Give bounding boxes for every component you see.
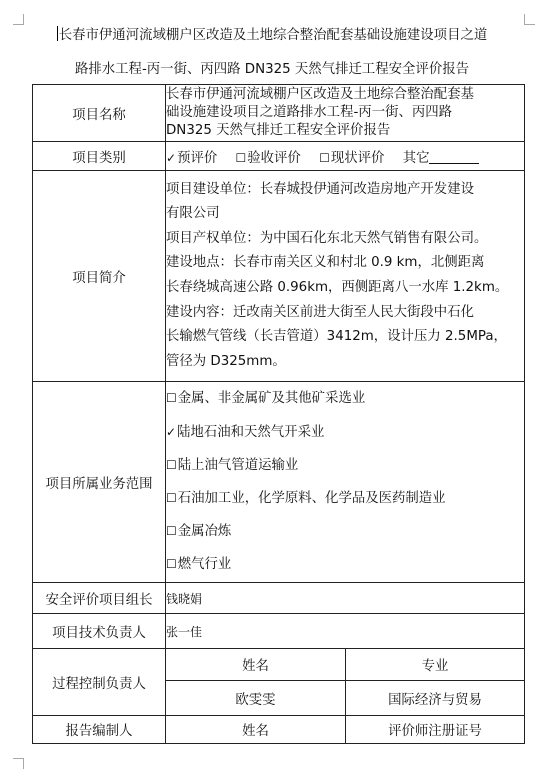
row-process-control-header bbox=[33, 649, 525, 681]
scope-option-petroleum-chemical[interactable]: ☐石油加工业，化学原料、化学品及医药制造业 bbox=[166, 491, 446, 506]
process-control-name-value[interactable]: 欧雯雯 bbox=[166, 681, 346, 716]
document-title-line-2: 路排水工程-丙一街、丙四路 DN325 天然气排迁工程安全评价报告 bbox=[75, 62, 469, 77]
report-compiler-name-header: 姓名 bbox=[166, 716, 346, 744]
checkbox-icon: ☐ bbox=[166, 391, 177, 406]
project-name-value[interactable]: 长春市伊通河流域棚户区改造及土地综合整治配套基 础设施建设项目之道路排水工程-丙一街、丙四路 DN325 天然气排迁工程安全评价报告 bbox=[166, 85, 525, 142]
checkbox-icon: ☐ bbox=[166, 491, 177, 505]
checkbox-icon: ☐ bbox=[235, 150, 247, 165]
scope-option-oil-gas-extraction[interactable]: ✓陆地石油和天然气开采业 bbox=[166, 424, 325, 440]
team-leader-label: 安全评价项目组长 bbox=[33, 583, 166, 614]
row-project-intro bbox=[33, 171, 525, 382]
process-control-label: 过程控制负责人 bbox=[33, 649, 166, 716]
row-business-scope bbox=[33, 382, 525, 583]
project-category-options bbox=[166, 142, 525, 171]
project-intro-value[interactable]: 项目建设单位：长春城投伊通河改造房地产开发建设 有限公司 项目产权单位：为中国石化东北天然气销售有限公司。 建设地点：长春市南关区义和村北 0.9 km，北侧距离 长春绕城高速公路 0.96km，西侧距离八一水库 1.2km。 建设内容：迁改南关区前进大街至人民大街段中石化 长输燃气管线（长吉管道）3412m，设计压力 2.5MPa， 管径为 D325mm。 bbox=[166, 171, 525, 382]
category-option-acceptance[interactable]: ☐验收评价 bbox=[235, 150, 301, 166]
category-option-current-status[interactable]: ☐现状评价 bbox=[319, 150, 385, 166]
row-technical-lead bbox=[33, 614, 525, 649]
text-cursor bbox=[57, 26, 58, 41]
row-report-compiler-header bbox=[33, 716, 525, 744]
business-scope-label: 项目所属业务范围 bbox=[33, 382, 166, 583]
checkbox-icon: ☐ bbox=[166, 457, 177, 472]
checkmark-icon: ✓ bbox=[166, 424, 177, 439]
checkmark-icon: ✓ bbox=[166, 150, 177, 165]
technical-lead-label: 项目技术负责人 bbox=[33, 614, 166, 649]
technical-lead-value[interactable]: 张一佳 bbox=[166, 614, 525, 649]
page-corner-mark bbox=[524, 14, 535, 25]
scope-option-gas-industry[interactable]: ☐燃气行业 bbox=[166, 557, 232, 573]
other-blank-line bbox=[429, 149, 479, 164]
category-option-other[interactable]: 其它 bbox=[403, 151, 480, 166]
evaluation-info-table bbox=[32, 84, 525, 744]
scope-option-metal-smelting[interactable]: ☐金属冶炼 bbox=[166, 524, 232, 540]
team-leader-value[interactable]: 钱晓娟 bbox=[166, 583, 525, 614]
process-control-name-header: 姓名 bbox=[166, 649, 346, 681]
process-control-major-value[interactable]: 国际经济与贸易 bbox=[346, 681, 525, 716]
project-name-label: 项目名称 bbox=[33, 85, 166, 142]
row-project-category bbox=[33, 142, 525, 171]
row-project-name bbox=[33, 85, 525, 142]
process-control-major-header: 专业 bbox=[346, 649, 525, 681]
page-corner-mark bbox=[13, 758, 24, 769]
document-title-line-1: 长春市伊通河流域棚户区改造及土地综合整治配套基础设施建设项目之道 bbox=[58, 28, 488, 43]
checkbox-icon: ☐ bbox=[166, 524, 177, 539]
scope-option-mining[interactable]: ☐金属、非金属矿及其他矿采选业 bbox=[166, 391, 366, 407]
checkbox-icon: ☐ bbox=[319, 150, 330, 165]
report-compiler-cert-header: 评价师注册证号 bbox=[346, 716, 525, 744]
checkbox-icon: ☐ bbox=[166, 557, 177, 572]
scope-option-pipeline-transport[interactable]: ☐陆上油气管道运输业 bbox=[166, 457, 299, 473]
row-team-leader bbox=[33, 583, 525, 614]
project-intro-label: 项目简介 bbox=[33, 171, 166, 382]
category-option-pre-evaluation[interactable]: ✓预评价 bbox=[166, 150, 218, 166]
report-compiler-label: 报告编制人 bbox=[33, 716, 166, 744]
business-scope-options bbox=[166, 382, 525, 583]
project-category-label: 项目类别 bbox=[33, 142, 166, 171]
